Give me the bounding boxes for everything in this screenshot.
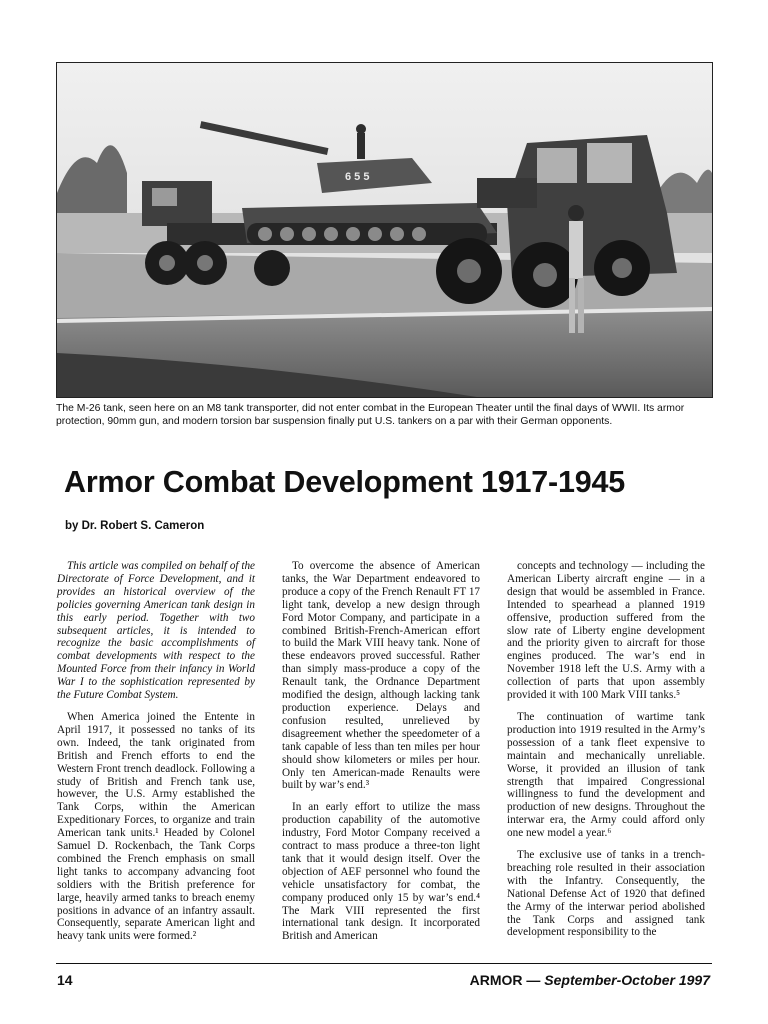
body-paragraph: concepts and technology — including the American Liberty aircraft engine — in a design that would be assembled in France. Intended to spearhead a planned 1919 offensive, production suffered from the slow rate of Liberty engine development and the priority given to aircraft for those engines produced. The war’s end in November 1918 left the U.S. Army with a collection of parts that upon assembly provided it with 100 Mark VIII tanks.⁵: [507, 560, 705, 702]
column-3: [507, 560, 705, 948]
article-title: Armor Combat Development 1917-1945: [64, 465, 626, 499]
body-paragraph: To overcome the absence of American tanks, the War Department endeavored to produce a copy of the French Renault FT 17 light tank, develop a new design through Ford Motor Company, and participate in a combined British-French-American effort to build the Mark VIII heavy tank. None of these endeavors proved successful. Rather than simply mass-produce a copy of the Renault tank, the Ordnance Department modified the design, although lacking tank production experience. Delays and confusion resulted, unrelieved by disagreement whether the speedometer of a tank capable of less than ten miles per hour should show kilometers or miles per hour. Only ten American-made Renaults were built by war’s end.³: [282, 560, 481, 792]
footer-rule: [56, 963, 712, 964]
tank-transporter-photo: [57, 63, 712, 397]
magazine-name: ARMOR —: [469, 972, 541, 988]
hull-number: 6 5 5: [345, 171, 370, 183]
column-2: [282, 560, 480, 952]
figure-photo: [56, 62, 713, 398]
body-paragraph: The exclusive use of tanks in a trench-breaching role resulted in their association with the Infantry. Consequently, the National Defense Act of 1920 that defined the Army of the interwar period abolished the Tank Corps and assigned tank development responsibility to the: [507, 849, 705, 939]
page-number: 14: [57, 972, 73, 988]
body-paragraph: The continuation of wartime tank production into 1919 resulted in the Army’s possession of a tank fleet expensive to maintain and mechanically unreliable. Worse, it provided an illusion of tank strength that impaired Congressional willingness to fund the development and production of new designs. Throughout the interwar era, the Army could afford only one new model a year.⁶: [507, 710, 705, 840]
column-1: [57, 560, 255, 952]
article-byline: by Dr. Robert S. Cameron: [65, 520, 205, 532]
issue-date: September-October 1997: [544, 972, 710, 988]
figure-caption: The M-26 tank, seen here on an M8 tank transporter, did not enter combat in the European Theater until the final days of WWII. Its armor protection, 90mm gun, and modern torsion bar suspension finally put U.S. tankers on a par with their German opponents.: [56, 403, 685, 427]
body-paragraph: In an early effort to utilize the mass production capability of the automotive industry, Ford Motor Company received a contract to mass produce a three-ton light tank that it would design itself. Over the objection of AEF personnel who found the vehicle unsatisfactory for combat, the company produced only 15 by war’s end.⁴ The Mark VIII represented the first international tank design. It incorporated British and American: [282, 801, 480, 943]
running-footer: [470, 972, 710, 988]
intro-paragraph: This article was compiled on behalf of the Directorate of Force Development, and it provides an historical overview of the policies governing American tank design in this early period. Together with two subsequent articles, it is intended to recognize the basic accomplishments of combat developments with respect to the Mounted Force from their infancy in World War I to the sophistication represented by the Future Combat System.: [57, 560, 255, 702]
body-paragraph: When America joined the Entente in April 1917, it possessed no tanks of its own. Indeed, the tank originated from British and French efforts to end the Western Front trench deadlock. Following a study of British and French tank use, however, the U.S. Army established the Tank Corps, within the American Expeditionary Forces, to organize and train American tank units.¹ Headed by Colonel Samuel D. Rockenbach, the Tank Corps combined the French emphasis on small light tanks to accompany advancing foot soldiers with the British preference for large, heavily armed tanks to breach enemy positions in advance of an infantry assault. Consequently, separate American light and heavy tank units were formed.²: [57, 710, 255, 943]
